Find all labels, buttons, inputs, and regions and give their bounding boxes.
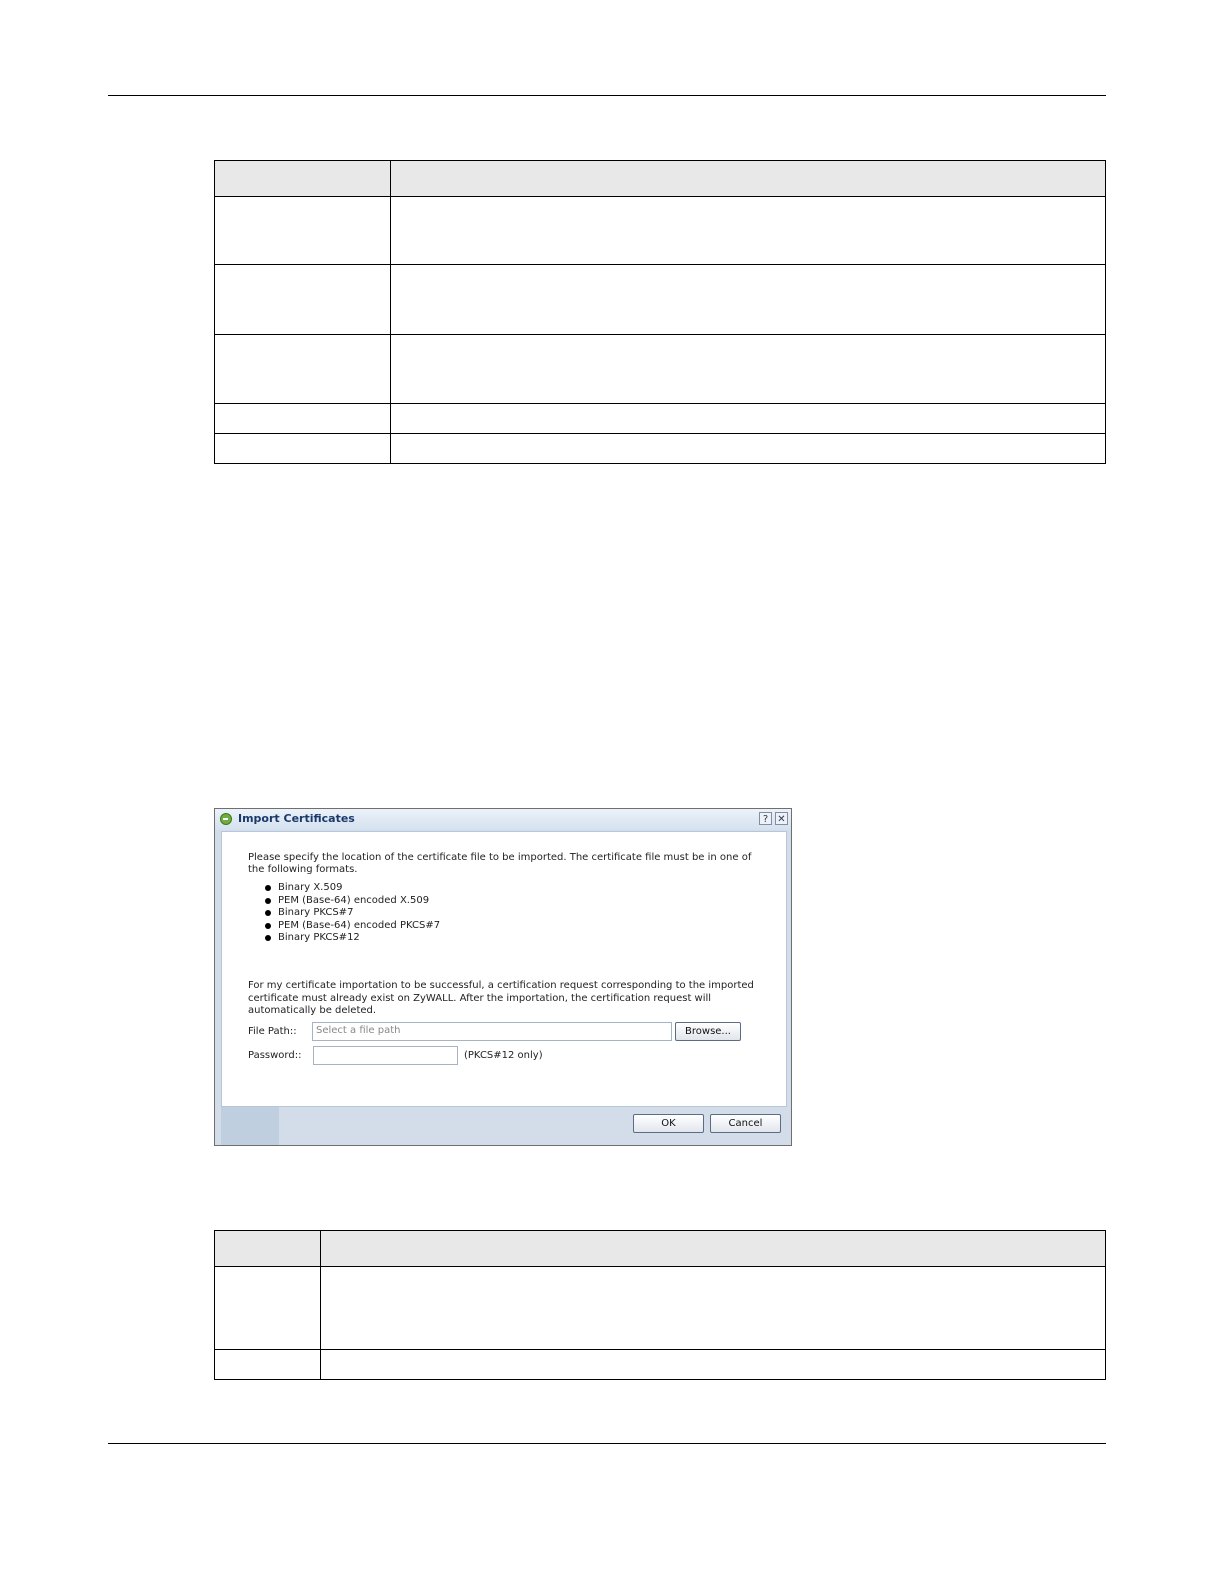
- dialog-content: [221, 831, 787, 1107]
- list-item: Binary PKCS#12: [250, 932, 440, 945]
- list-item: Binary PKCS#7: [250, 907, 440, 920]
- table-row: [215, 265, 1106, 335]
- password-hint: (PKCS#12 only): [464, 1050, 543, 1061]
- note-text-line2: certificate must already exist on ZyWALL. After the importation, the certification request will: [248, 993, 712, 1004]
- note-text-line1: For my certificate importation to be successful, a certification request corresponding to the imported: [248, 980, 754, 991]
- list-item: PEM (Base-64) encoded PKCS#7: [250, 920, 440, 933]
- dialog-titlebar[interactable]: [215, 809, 791, 830]
- password-input[interactable]: [313, 1046, 458, 1065]
- note-text-line3: automatically be deleted.: [248, 1005, 377, 1016]
- table-row: [215, 1350, 1106, 1380]
- help-icon[interactable]: ?: [759, 812, 772, 825]
- top-table: [214, 160, 1106, 464]
- intro-text-line2: the following formats.: [248, 864, 358, 875]
- close-icon[interactable]: ✕: [775, 812, 788, 825]
- file-path-label: File Path::: [248, 1026, 297, 1037]
- password-label: Password::: [248, 1050, 302, 1061]
- table-row: [215, 434, 1106, 464]
- ok-button[interactable]: OK: [633, 1114, 704, 1133]
- table-row: [215, 1267, 1106, 1350]
- bottom-table: [214, 1230, 1106, 1380]
- intro-text-line1: Please specify the location of the certificate file to be imported. The certificate file must be in one of: [248, 852, 752, 863]
- certificate-icon: [220, 813, 232, 825]
- format-list: [250, 882, 440, 945]
- table-row: [215, 335, 1106, 404]
- footer-rule: [108, 1443, 1106, 1444]
- list-item: PEM (Base-64) encoded X.509: [250, 895, 440, 908]
- table-row: [215, 197, 1106, 265]
- list-item: Binary X.509: [250, 882, 440, 895]
- file-path-input[interactable]: Select a file path: [312, 1022, 672, 1041]
- table-row: [215, 1231, 1106, 1267]
- dialog-footer: [215, 1107, 791, 1145]
- header-rule: [108, 95, 1106, 96]
- import-certificates-dialog: [214, 808, 792, 1146]
- table-row: [215, 404, 1106, 434]
- table-row: [215, 161, 1106, 197]
- dialog-title: Import Certificates: [238, 812, 355, 825]
- cancel-button[interactable]: Cancel: [710, 1114, 781, 1133]
- footer-panel: [221, 1107, 279, 1145]
- browse-button[interactable]: Browse...: [675, 1022, 741, 1041]
